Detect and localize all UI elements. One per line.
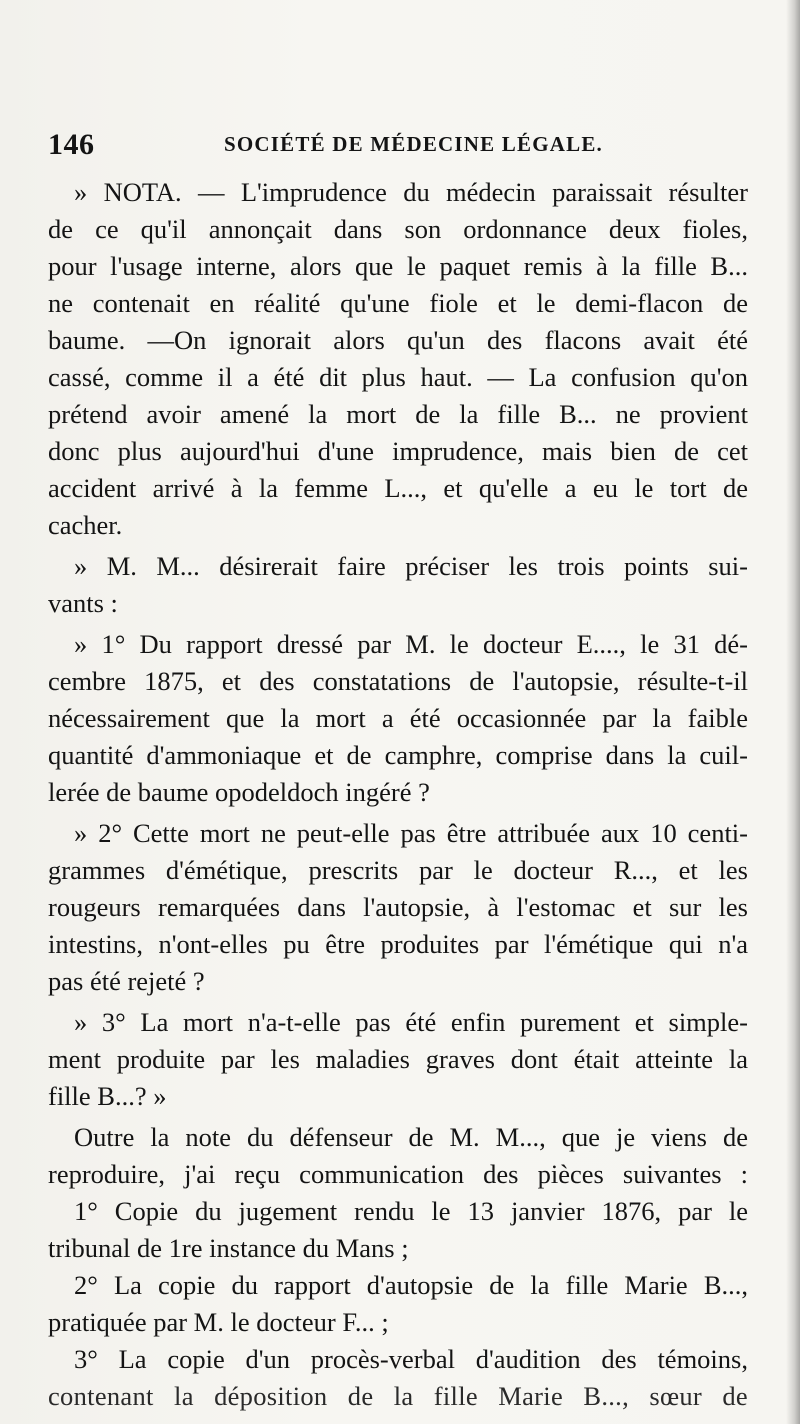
text-line: pratiquée par M. le docteur F... ;: [48, 1307, 389, 1337]
text-line: cembre 1875, et des constatations de l'autopsie, résulte-t-il: [48, 666, 748, 696]
text-line: » NOTA. — L'imprudence du médecin paraissait résulter: [74, 177, 748, 207]
text-line: 1° Copie du jugement rendu le 13 janvier 1876, par le: [74, 1196, 748, 1226]
text-line: intestins, n'ont-elles pu être produites par l'émétique qui n'a: [48, 929, 748, 959]
text-line: » M. M... désirerait faire préciser les trois points sui-: [74, 551, 748, 581]
page-edge-shadow: [786, 0, 800, 1424]
text-line: Outre la note du défenseur de M. M..., que je viens de: [74, 1122, 748, 1152]
text-line: 2° La copie du rapport d'autopsie de la fille Marie B...,: [74, 1270, 748, 1300]
text-line: lerée de baume opodeldoch ingéré ?: [48, 777, 430, 807]
running-title: SOCIÉTÉ DE MÉDECINE LÉGALE.: [224, 132, 603, 156]
text-line: nécessairement que la mort a été occasionnée par la faible: [48, 703, 748, 733]
text-line: ment produite par les maladies graves dont était atteinte la: [48, 1044, 748, 1074]
text-line: » 1° Du rapport dressé par M. le docteur E...., le 31 dé-: [74, 629, 748, 659]
text-line: pas été rejeté ?: [48, 966, 205, 996]
text-line: fille B...? »: [48, 1081, 167, 1111]
text-line: » 3° La mort n'a-t-elle pas été enfin purement et simple-: [74, 1007, 748, 1037]
text-line: ne contenait en réalité qu'une fiole et le demi-flacon de: [48, 288, 748, 318]
text-line: donc plus aujourd'hui d'une imprudence, mais bien de cet: [48, 436, 748, 466]
text-line: vants :: [48, 588, 118, 618]
text-line: 3° La copie d'un procès-verbal d'audition des témoins,: [74, 1344, 748, 1374]
page-number: 146: [48, 128, 95, 161]
text-line: de ce qu'il annonçait dans son ordonnance deux fioles,: [48, 214, 748, 244]
text-line: cassé, comme il a été dit plus haut. — La confusion qu'on: [48, 362, 748, 392]
text-line: accident arrivé à la femme L..., et qu'elle a eu le tort de: [48, 473, 748, 503]
text-line: tribunal de 1re instance du Mans ;: [48, 1233, 409, 1263]
text-line: quantité d'ammoniaque et de camphre, comprise dans la cuil-: [48, 740, 748, 770]
text-line: prétend avoir amené la mort de la fille B... ne provient: [48, 399, 748, 429]
page-header: [48, 128, 752, 168]
text-line: rougeurs remarquées dans l'autopsie, à l'estomac et sur les: [48, 892, 748, 922]
text-line: contenant la déposition de la fille Marie B..., sœur de: [48, 1381, 748, 1411]
text-line: baume. —On ignorait alors qu'un des flacons avait été: [48, 325, 748, 355]
text-line: » 2° Cette mort ne peut-elle pas être attribuée aux 10 centi-: [74, 818, 748, 848]
text-line: cacher.: [48, 510, 123, 540]
text-line: reproduire, j'ai reçu communication des pièces suivantes :: [48, 1159, 748, 1189]
body-text: [48, 174, 748, 1415]
text-line: pour l'usage interne, alors que le paquet remis à la fille B...: [48, 251, 748, 281]
text-line: grammes d'émétique, prescrits par le docteur R..., et les: [48, 855, 748, 885]
